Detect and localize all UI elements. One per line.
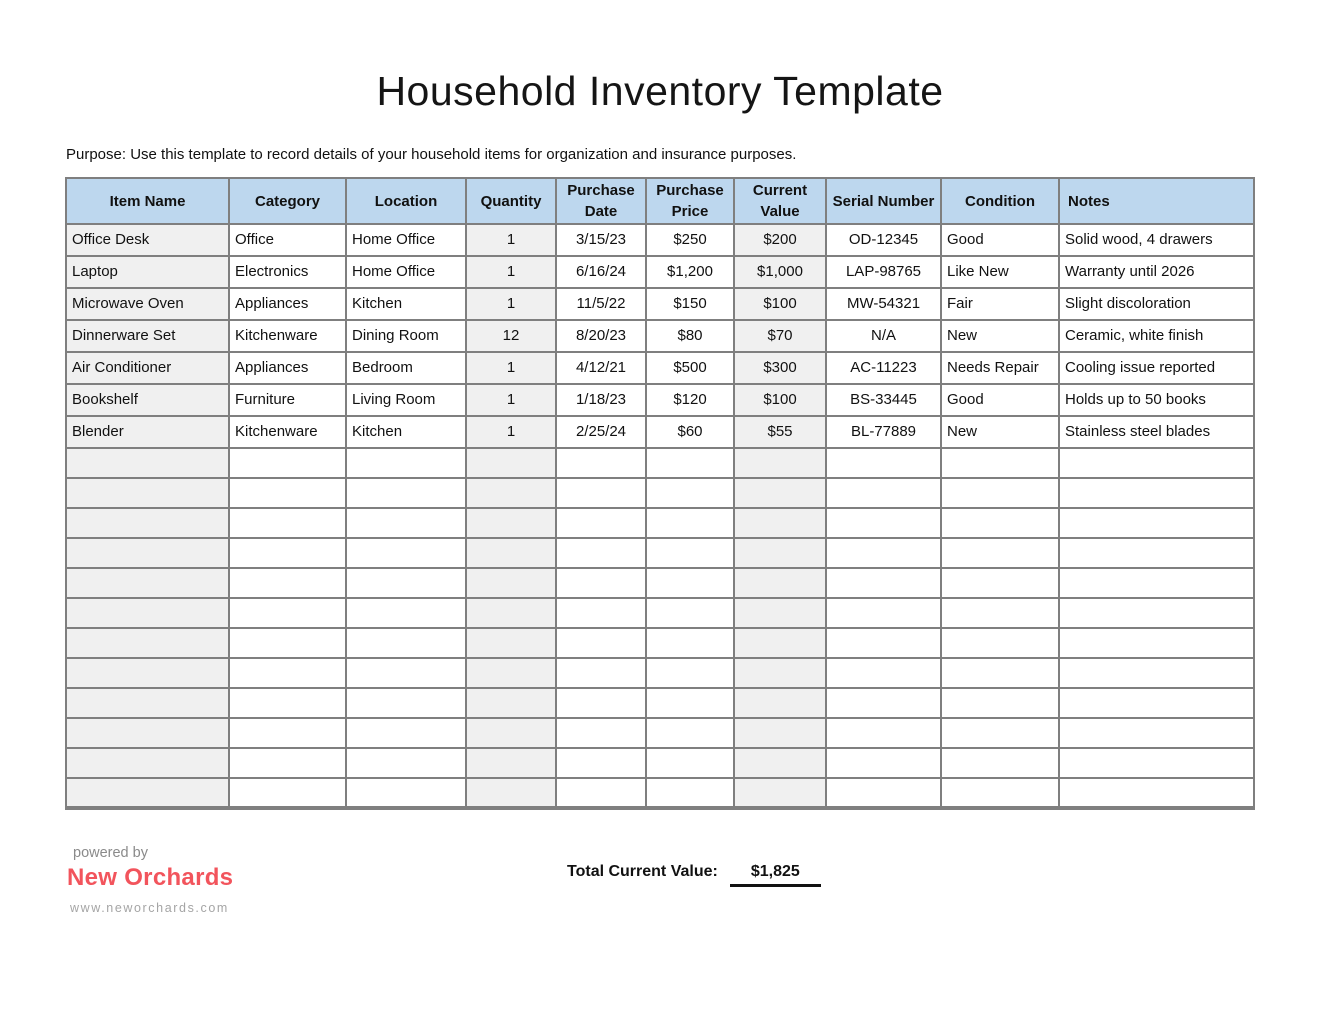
cell-serial_number [826, 448, 941, 478]
cell-category [229, 598, 346, 628]
cell-category [229, 628, 346, 658]
cell-condition [941, 538, 1059, 568]
table-row [66, 224, 1254, 256]
cell-quantity [466, 448, 556, 478]
cell-item_name [66, 748, 229, 778]
cell-item_name: Blender [66, 416, 229, 448]
cell-purchase_price: $60 [646, 416, 734, 448]
cell-quantity: 1 [466, 416, 556, 448]
cell-notes: Stainless steel blades [1059, 416, 1254, 448]
cell-serial_number [826, 658, 941, 688]
cell-serial_number [826, 568, 941, 598]
brand-website: www.neworchards.com [70, 901, 229, 915]
cell-category [229, 538, 346, 568]
cell-serial_number: BL-77889 [826, 416, 941, 448]
cell-purchase_price [646, 718, 734, 748]
column-header-category: Category [229, 178, 346, 224]
cell-current_value [734, 478, 826, 508]
cell-purchase_price [646, 688, 734, 718]
cell-current_value [734, 598, 826, 628]
column-header-item_name: Item Name [66, 178, 229, 224]
cell-item_name [66, 658, 229, 688]
column-header-current_value: Current Value [734, 178, 826, 224]
cell-condition [941, 478, 1059, 508]
cell-quantity [466, 538, 556, 568]
cell-quantity [466, 718, 556, 748]
cell-location [346, 748, 466, 778]
cell-location [346, 628, 466, 658]
cell-purchase_price [646, 778, 734, 808]
cell-notes [1059, 568, 1254, 598]
empty-row [66, 508, 1254, 538]
cell-location: Dining Room [346, 320, 466, 352]
powered-by-text: powered by [73, 845, 148, 861]
total-value-label: Total Current Value: [567, 863, 718, 880]
cell-condition [941, 568, 1059, 598]
cell-serial_number: LAP-98765 [826, 256, 941, 288]
cell-condition: Needs Repair [941, 352, 1059, 384]
column-header-serial_number: Serial Number [826, 178, 941, 224]
cell-location [346, 598, 466, 628]
cell-serial_number [826, 538, 941, 568]
cell-serial_number: MW-54321 [826, 288, 941, 320]
cell-condition [941, 688, 1059, 718]
cell-current_value [734, 778, 826, 808]
cell-notes [1059, 598, 1254, 628]
brand-logo: New Orchards [67, 864, 234, 891]
cell-current_value [734, 568, 826, 598]
cell-notes: Cooling issue reported [1059, 352, 1254, 384]
cell-purchase_date [556, 478, 646, 508]
cell-current_value [734, 718, 826, 748]
cell-serial_number [826, 508, 941, 538]
inventory-table [65, 177, 1255, 810]
cell-item_name [66, 538, 229, 568]
cell-condition: Like New [941, 256, 1059, 288]
cell-purchase_date [556, 568, 646, 598]
cell-notes: Warranty until 2026 [1059, 256, 1254, 288]
cell-category: Office [229, 224, 346, 256]
total-value-amount: $1,825 [730, 863, 821, 887]
cell-location [346, 478, 466, 508]
cell-current_value [734, 748, 826, 778]
cell-category [229, 448, 346, 478]
column-header-purchase_date: Purchase Date [556, 178, 646, 224]
cell-category: Appliances [229, 352, 346, 384]
cell-condition: New [941, 416, 1059, 448]
empty-row [66, 658, 1254, 688]
cell-purchase_date: 2/25/24 [556, 416, 646, 448]
cell-notes [1059, 448, 1254, 478]
cell-purchase_date: 6/16/24 [556, 256, 646, 288]
cell-purchase_price: $80 [646, 320, 734, 352]
cell-category: Appliances [229, 288, 346, 320]
cell-item_name: Dinnerware Set [66, 320, 229, 352]
cell-item_name [66, 688, 229, 718]
cell-notes [1059, 478, 1254, 508]
empty-row [66, 628, 1254, 658]
cell-quantity: 1 [466, 256, 556, 288]
cell-location [346, 718, 466, 748]
table-row [66, 384, 1254, 416]
cell-notes: Solid wood, 4 drawers [1059, 224, 1254, 256]
cell-current_value [734, 688, 826, 718]
cell-current_value: $55 [734, 416, 826, 448]
cell-notes: Holds up to 50 books [1059, 384, 1254, 416]
cell-location [346, 508, 466, 538]
cell-current_value [734, 628, 826, 658]
cell-quantity: 1 [466, 288, 556, 320]
cell-condition [941, 718, 1059, 748]
cell-serial_number [826, 598, 941, 628]
cell-current_value: $100 [734, 288, 826, 320]
cell-purchase_price [646, 598, 734, 628]
empty-row [66, 778, 1254, 808]
empty-row [66, 478, 1254, 508]
cell-condition [941, 748, 1059, 778]
cell-condition [941, 658, 1059, 688]
cell-current_value: $70 [734, 320, 826, 352]
cell-condition: Good [941, 384, 1059, 416]
cell-category [229, 508, 346, 538]
empty-row [66, 538, 1254, 568]
cell-purchase_price: $120 [646, 384, 734, 416]
cell-location [346, 448, 466, 478]
cell-condition [941, 598, 1059, 628]
cell-purchase_price [646, 658, 734, 688]
cell-notes [1059, 508, 1254, 538]
cell-condition [941, 508, 1059, 538]
cell-category: Furniture [229, 384, 346, 416]
cell-purchase_price: $1,200 [646, 256, 734, 288]
cell-item_name: Air Conditioner [66, 352, 229, 384]
cell-category: Kitchenware [229, 416, 346, 448]
cell-current_value [734, 658, 826, 688]
cell-purchase_date: 1/18/23 [556, 384, 646, 416]
table-row [66, 256, 1254, 288]
purpose-text: Purpose: Use this template to record details of your household items for organization and insurance purposes. [66, 146, 797, 163]
cell-category [229, 778, 346, 808]
cell-purchase_date [556, 658, 646, 688]
cell-item_name [66, 718, 229, 748]
cell-current_value [734, 538, 826, 568]
cell-purchase_date: 11/5/22 [556, 288, 646, 320]
cell-condition [941, 628, 1059, 658]
table-row [66, 288, 1254, 320]
cell-location: Home Office [346, 224, 466, 256]
cell-serial_number [826, 478, 941, 508]
cell-purchase_price [646, 508, 734, 538]
cell-purchase_price [646, 448, 734, 478]
cell-condition [941, 448, 1059, 478]
cell-item_name [66, 568, 229, 598]
table-row [66, 352, 1254, 384]
cell-category [229, 658, 346, 688]
cell-quantity: 1 [466, 384, 556, 416]
cell-notes: Ceramic, white finish [1059, 320, 1254, 352]
cell-purchase_date [556, 448, 646, 478]
cell-purchase_date [556, 748, 646, 778]
cell-condition: Fair [941, 288, 1059, 320]
empty-row [66, 448, 1254, 478]
cell-purchase_date [556, 628, 646, 658]
cell-category [229, 748, 346, 778]
cell-item_name [66, 778, 229, 808]
cell-notes [1059, 628, 1254, 658]
cell-notes [1059, 778, 1254, 808]
column-header-condition: Condition [941, 178, 1059, 224]
cell-location [346, 778, 466, 808]
cell-notes [1059, 718, 1254, 748]
cell-quantity [466, 508, 556, 538]
cell-purchase_date: 3/15/23 [556, 224, 646, 256]
cell-serial_number [826, 778, 941, 808]
cell-condition: New [941, 320, 1059, 352]
cell-purchase_price: $250 [646, 224, 734, 256]
column-header-notes: Notes [1059, 178, 1254, 224]
cell-current_value [734, 448, 826, 478]
cell-category: Kitchenware [229, 320, 346, 352]
empty-row [66, 718, 1254, 748]
cell-purchase_price [646, 628, 734, 658]
page-title: Household Inventory Template [376, 68, 944, 114]
cell-location [346, 688, 466, 718]
cell-notes: Slight discoloration [1059, 288, 1254, 320]
cell-location: Bedroom [346, 352, 466, 384]
cell-current_value: $200 [734, 224, 826, 256]
cell-notes [1059, 748, 1254, 778]
cell-notes [1059, 538, 1254, 568]
cell-quantity: 12 [466, 320, 556, 352]
cell-category [229, 688, 346, 718]
cell-location [346, 538, 466, 568]
total-current-value-line [567, 863, 821, 887]
table-header [66, 178, 1254, 224]
column-header-purchase_price: Purchase Price [646, 178, 734, 224]
cell-location [346, 658, 466, 688]
cell-purchase_date [556, 538, 646, 568]
cell-purchase_date [556, 688, 646, 718]
cell-serial_number: AC-11223 [826, 352, 941, 384]
empty-row [66, 688, 1254, 718]
cell-current_value: $1,000 [734, 256, 826, 288]
cell-item_name: Bookshelf [66, 384, 229, 416]
cell-purchase_price [646, 748, 734, 778]
cell-location: Home Office [346, 256, 466, 288]
cell-quantity [466, 688, 556, 718]
empty-row [66, 568, 1254, 598]
cell-serial_number: BS-33445 [826, 384, 941, 416]
cell-current_value: $100 [734, 384, 826, 416]
header-row [66, 178, 1254, 224]
cell-purchase_date [556, 598, 646, 628]
cell-purchase_date [556, 778, 646, 808]
cell-purchase_price [646, 568, 734, 598]
cell-category: Electronics [229, 256, 346, 288]
cell-location: Living Room [346, 384, 466, 416]
cell-condition: Good [941, 224, 1059, 256]
cell-item_name [66, 598, 229, 628]
cell-quantity: 1 [466, 224, 556, 256]
cell-category [229, 718, 346, 748]
cell-serial_number [826, 628, 941, 658]
table-body [66, 224, 1254, 808]
cell-quantity [466, 628, 556, 658]
cell-quantity [466, 658, 556, 688]
cell-quantity [466, 568, 556, 598]
empty-row [66, 598, 1254, 628]
empty-row [66, 748, 1254, 778]
cell-location [346, 568, 466, 598]
cell-serial_number: N/A [826, 320, 941, 352]
cell-location: Kitchen [346, 416, 466, 448]
cell-item_name [66, 448, 229, 478]
cell-item_name [66, 478, 229, 508]
cell-quantity [466, 778, 556, 808]
cell-quantity: 1 [466, 352, 556, 384]
cell-purchase_date [556, 718, 646, 748]
cell-category [229, 478, 346, 508]
cell-item_name: Office Desk [66, 224, 229, 256]
column-header-quantity: Quantity [466, 178, 556, 224]
cell-purchase_price [646, 478, 734, 508]
cell-quantity [466, 748, 556, 778]
cell-purchase_date: 8/20/23 [556, 320, 646, 352]
cell-current_value: $300 [734, 352, 826, 384]
table-row [66, 320, 1254, 352]
column-header-location: Location [346, 178, 466, 224]
cell-purchase_date: 4/12/21 [556, 352, 646, 384]
cell-item_name: Microwave Oven [66, 288, 229, 320]
cell-purchase_price: $150 [646, 288, 734, 320]
cell-current_value [734, 508, 826, 538]
cell-condition [941, 778, 1059, 808]
cell-item_name [66, 508, 229, 538]
cell-serial_number [826, 718, 941, 748]
cell-serial_number: OD-12345 [826, 224, 941, 256]
cell-item_name: Laptop [66, 256, 229, 288]
table-row [66, 416, 1254, 448]
cell-quantity [466, 598, 556, 628]
cell-purchase_price: $500 [646, 352, 734, 384]
cell-purchase_date [556, 508, 646, 538]
cell-notes [1059, 658, 1254, 688]
cell-location: Kitchen [346, 288, 466, 320]
cell-serial_number [826, 748, 941, 778]
cell-category [229, 568, 346, 598]
cell-purchase_price [646, 538, 734, 568]
cell-notes [1059, 688, 1254, 718]
cell-quantity [466, 478, 556, 508]
cell-serial_number [826, 688, 941, 718]
cell-item_name [66, 628, 229, 658]
